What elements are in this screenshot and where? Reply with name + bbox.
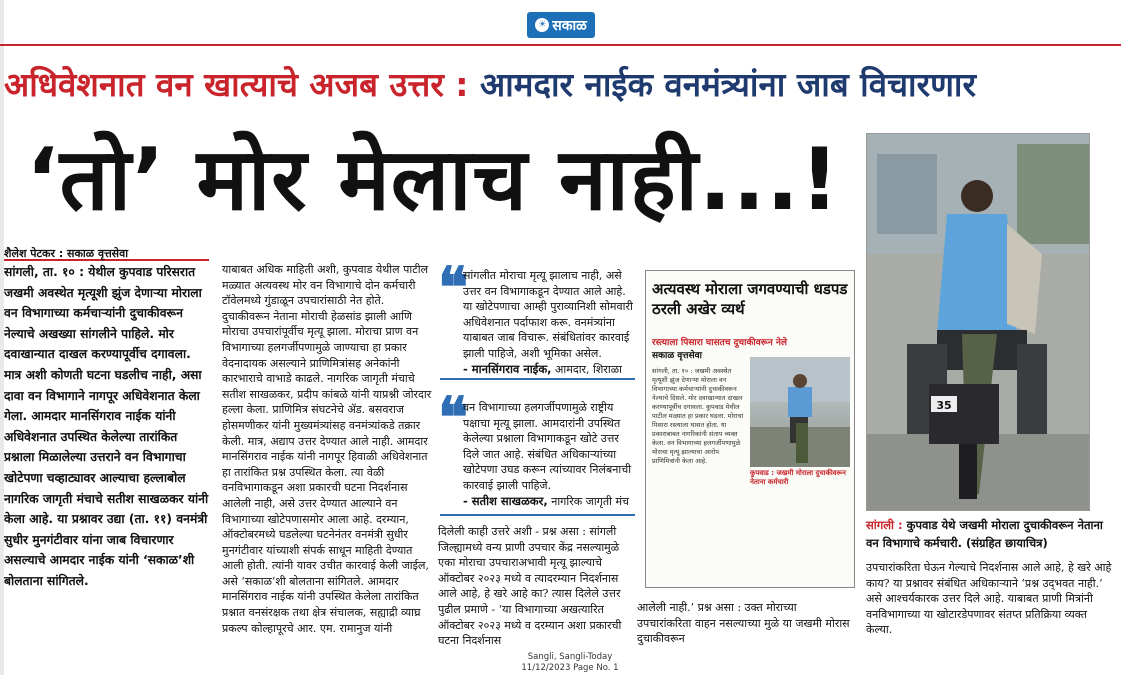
column-4-text: आलेली नाही.’ प्रश्न असा : उक्त मोराच्या उपचारांकरिता वाहन नसल्याच्या मुळे या जखमी मोरास दुचाकीवरून	[637, 601, 850, 646]
column-3-text: दिलेली काही उत्तरे अशी - प्रश्न असा : सांगली जिल्ह्यामध्ये वन्य प्राणी उपचार केंद्र नसल्यामुळे एका मोराचा उपचाराअभावी मृत्यू झाल्याचे ऑक्टोबर २०२३ मध्ये व त्यादरम्यान निदर्शनास आले आहे, हे खरे आहे का? त्यास दिलेले उत्तर पुढील प्रमाणे - ‘या विभागाच्या अखत्यारित ऑक्टोबर २०२३ मध्ये व दरम्यान अशा प्रकारची घटना निदर्शनास	[438, 525, 622, 648]
photo-scene	[867, 134, 1090, 511]
quote-1-text: सांगलीत मोराचा मृत्यू झालाच नाही, असे उत्तर वन विभागाकडून देण्यात आले आहे. या खोटेपणाचा आम्ही पुराव्यानिशी सोमवारी अधिवेशनात पर्दाफाश करू. वनमंत्र्यांना याबाबत जाब विचारू. संबंधितांवर कारवाई झाली पाहिजे, अशी भूमिका असेल.	[463, 269, 633, 360]
column-2-text: याबाबत अधिक माहिती अशी, कुपवाड येथील पाटील मळ्यात अत्यवस्थ मोर वन विभागाचे दोन कर्मचारी टॉवेलमध्ये गुंडाळून उपचारांसाठी नेत होते. दुचाकीवरून नेताना मोराची हेळसांड झाली आणि मोराचा उपचारांपूर्वीच मृत्यू झाला. मोराचा प्राण वन विभागाच्या हलगर्जीपणामुळे जाण्याचा हा प्रकार वेदनादायक असल्याने प्राणिमित्रांसह अनेकांनी कारभाराचे वाभाडे काढले. नागरिक जागृती मंचाचे सतीश साखळकर, प्रदीप कांबळे यांनी याप्रश्नी जोरदार हल्ला केला. प्राणिमित्र संघटनेचे ॲड. बसवराज होसमणीकर यांनी मुख्यमंत्र्यांसह वनमंत्र्यांकडे तक्रार केली. मात्र, अद्याप उत्तर देण्यात आले नाही. आमदार मानसिंगराव नाईक यांनी नागपूर हिवाळी अधिवेशनात हा तारांकित प्रश्न उपस्थित केला. त्या वेळी वनविभागाकडून अशा प्रकारची घटना निदर्शनास आलेली नाही, असे उत्तर देण्यात आल्याने वन विभागाच्या खोटेपणासमोर आला आहे. दरम्यान, ऑक्टोबरमध्ये घडलेल्या घटनेनंतर वनमंत्री सुधीर मुनगंटीवार यांच्याशी संपर्क साधून माहिती देण्यात आली होती. त्यांनी यावर उचीत कारवाई केली जाईल, असे ‘सकाळ’शी बोलताना सांगितले. आमदार मानसिंगराव नाईक यांनी उपस्थित केलेला तारांकित प्रश्नात वनसंरक्षक तथा क्षेत्र संचालक, सह्याद्री व्याघ्र प्रकल्प कोल्हापूरचे आर. एम. रामानुज यांनी	[222, 263, 432, 635]
main-headline: ‘तो’ मोर मेलाच नाही...!	[26, 130, 841, 230]
column-5-text: उपचारांकरिता घेऊन गेल्याचे निदर्शनास आले आहे, हे खरे आहे काय? या प्रश्नावर संबंधित अधिकाऱ्याने ‘प्रश्न उद्‌भवत नाही.’ असे आश्चर्यकारक उत्तर दिले आहे. याबाबत प्राणी मित्रांनी वनविभागाच्या या खोटारडेपणावर संतप्त प्रतिक्रिया व्यक्त केल्या.	[866, 561, 1112, 637]
footer-edition: Sangli, Sangli-Today	[527, 652, 613, 662]
clipping-body: सांगली, ता. १० : जखमी अवस्थेत मृत्यूशी झुंज देणाऱ्या मोराला वन विभागाच्या कर्मचाऱ्यांनी दुचाकीवरून नेल्याचे दिसले. मोर दवाखान्यात दाखल करण्यापूर्वीच दगावला. कुपवाड येथील पाटील मळ्यात हा प्रकार घडला. मोराचा पिसारा रस्त्याला घासत होता. या प्रकाराबाबत नागरिकांनी संताप व्यक्त केला. वन विभागाच्या हलगर्जीपणामुळे मोराचा मृत्यू झाल्याचा आरोप प्राणिमित्रांनी केला आहे.	[652, 367, 744, 465]
masthead-rule	[0, 44, 1121, 46]
logo-text: सकाळ	[552, 17, 587, 34]
quote-2	[463, 400, 635, 509]
quote-2-name: - सतीश साखळकर,	[463, 493, 548, 508]
photo-caption	[866, 516, 1116, 556]
clipping-headline: अत्यवस्थ मोराला जगवण्याची धडपड ठरली अखेर व्यर्थ	[652, 280, 848, 318]
quote-1	[463, 268, 635, 377]
quote-2-text: वन विभागाच्या हलगर्जीपणामुळे राष्ट्रीय पक्षाचा मृत्यू झाला. आमदारांनी उपस्थित केलेल्या प्रश्नाला विभागाकडून खोटे उत्तर दिले जात आहे. संबंधित अधिकाऱ्यांच्या खोटेपणा उघड करून त्यांच्यावर निलंबनाची कारवाई झाली पाहिजे.	[463, 401, 632, 492]
photo-caption-label: सांगली :	[866, 518, 903, 532]
quote-separator	[440, 514, 635, 516]
sakal-logo	[527, 12, 595, 38]
clipping-byline: सकाळ वृत्तसेवा	[652, 351, 702, 361]
number-plate-text: 35	[936, 399, 952, 412]
quote-1-name: - मानसिंगराव नाईक,	[463, 361, 552, 376]
kicker-right: आमदार नाईक वनमंत्र्यांना जाब विचारणार	[480, 65, 976, 104]
clipping-photo-image	[750, 357, 850, 467]
column-1-text: सांगली, ता. १० : येथील कुपवाड परिसरात जखमी अवस्थेत मृत्यूशी झुंज देणाऱ्या मोराला वन विभागाच्या कर्मचाऱ्यांनी दुचाकीवरून नेल्याचे अखख्या सांगलीने पाहिले. मोर दवाखान्यात दाखल करण्यापूर्वीच दगावला. मात्र अशी कोणती घटना घडलीच नाही, असा दावा वन विभागाने नागपूर अधिवेशनात केला गेला. आमदार मानसिंगराव नाईक यांनी अधिवेशनात उपस्थित केलेल्या तारांकित प्रश्नाला मिळालेल्या उत्तराने वन विभागाचा खोटेपणा चव्हाट्यावर आल्याचा हल्लाबोल नागरिक जागृती मंचाचे सतीश साखळकर यांनी केला आहे. या प्रश्नावर उद्या (ता. ११) वनमंत्री सुधीर मुनगंटीवार यांना जाब विचारणार असल्याचे आमदार नाईक यांनी ‘सकाळ’शी बोलताना सांगितले.	[4, 265, 209, 588]
page-footer	[470, 652, 670, 674]
earlier-news-clipping	[645, 270, 855, 588]
footer-date-page: 11/12/2023 Page No. 1	[521, 663, 619, 673]
photo-caption-text: कुपवाड येथे जखमी मोराला दुचाकीवरून नेताना वन विभागाचे कर्मचारी. (संग्रहित छायाचित्र)	[866, 518, 1103, 550]
news-photo	[866, 133, 1090, 511]
kicker-headline	[4, 60, 1119, 110]
quote-separator	[440, 378, 635, 380]
quote-icon: ❝	[438, 385, 469, 451]
quote-icon: ❝	[438, 255, 469, 321]
quote-1-role: आमदार, शिराळा	[555, 362, 622, 376]
byline: शैलेश पेटकर : सकाळ वृत्तसेवा	[4, 246, 209, 261]
clipping-photo	[750, 357, 850, 467]
sun-icon: ☀	[535, 18, 549, 32]
clipping-subhead-text: रस्त्याला पिसारा घासतच दुचाकीवरून नेले	[652, 338, 787, 348]
quote-2-role: नागरिक जागृती मंच	[551, 494, 630, 508]
clipping-photo-caption: कुपवाड : जखमी मोराला दुचाकीवरून नेताना कर्मचारी	[750, 469, 846, 486]
kicker-left: अधिवेशनात वन खात्याचे अजब उत्तर :	[4, 65, 469, 104]
